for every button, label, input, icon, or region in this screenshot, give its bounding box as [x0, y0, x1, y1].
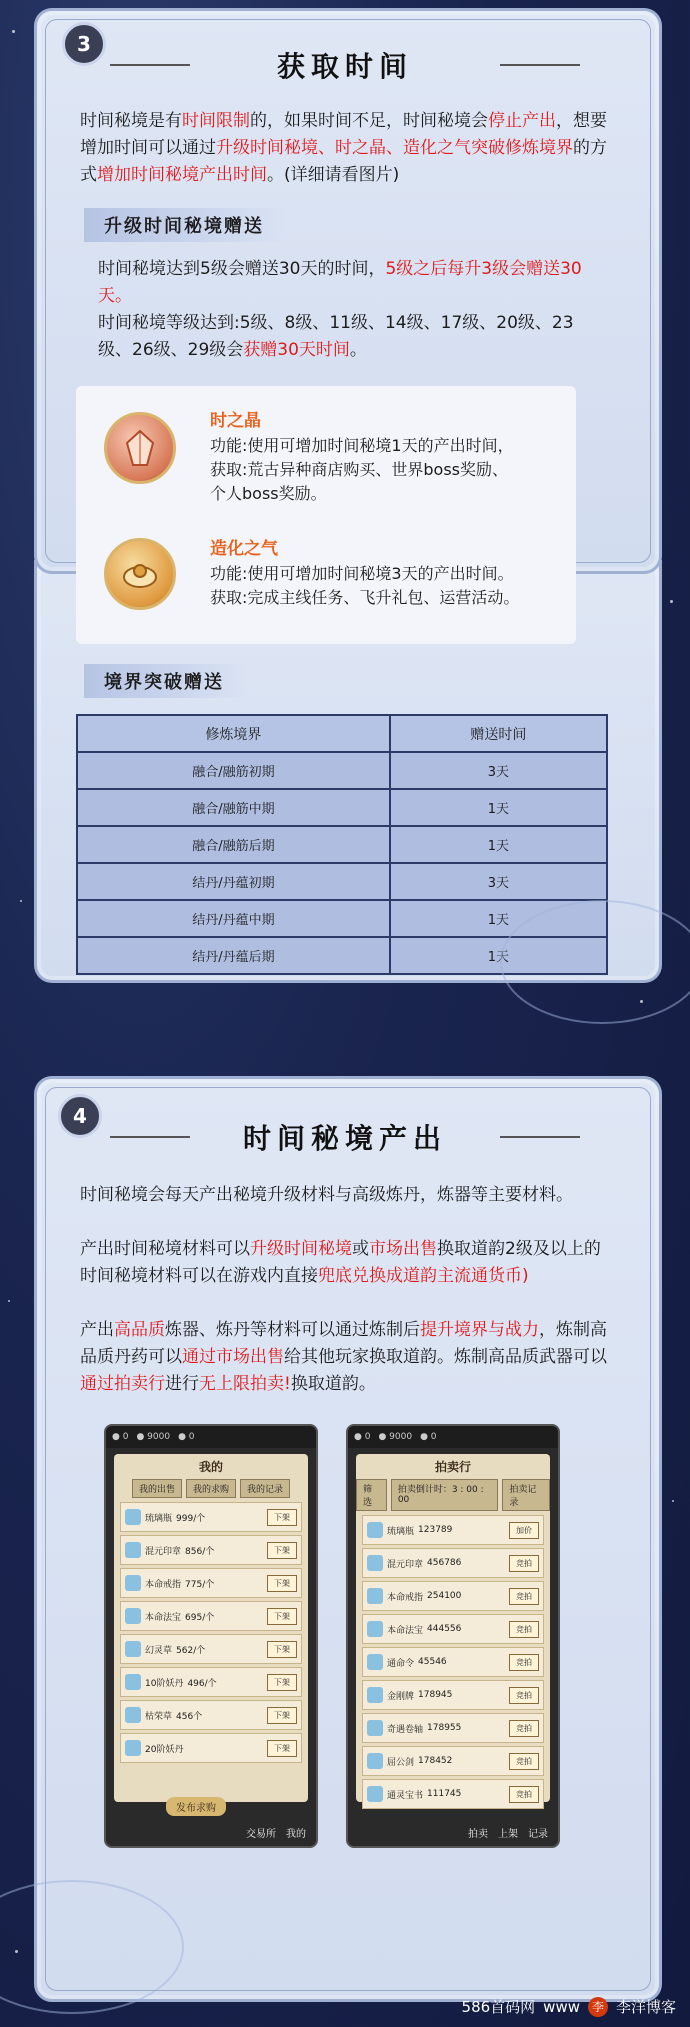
panel-title: 我的 — [198, 1460, 223, 1474]
item-price: 45546 — [418, 1657, 447, 1667]
item-icon — [125, 1509, 141, 1525]
my-panel — [114, 1454, 308, 1802]
filter-button[interactable]: 筛选 — [356, 1479, 387, 1511]
item-name-qi: 造化之气 — [210, 539, 278, 559]
text-segment: 的方式 — [80, 138, 607, 185]
item-desc-crystal-3: 个人boss奖励。 — [210, 484, 327, 503]
item-price: 123789 — [418, 1525, 453, 1535]
mine-tab[interactable]: 我的 — [286, 1829, 306, 1840]
row-action-button[interactable]: 竞拍 — [509, 1555, 539, 1572]
text-segment: 产出 — [80, 1320, 114, 1340]
tab-my-buy[interactable]: 我的求购 — [186, 1479, 236, 1498]
section-4-p2 — [80, 1236, 610, 1290]
highlight-text: 高品质 — [114, 1320, 165, 1340]
tab-my-record[interactable]: 我的记录 — [240, 1479, 290, 1498]
list-item — [362, 1515, 544, 1545]
section-4-title: 时间秘境产出 — [160, 1112, 530, 1162]
item-name: 幻灵草 — [145, 1645, 173, 1656]
row-action-button[interactable]: 竞拍 — [509, 1720, 539, 1737]
table-row — [77, 863, 607, 900]
item-name: 本命戒指 — [387, 1592, 424, 1603]
item-name: 混元印章 — [145, 1546, 182, 1557]
item-price: 178945 — [418, 1690, 453, 1700]
list-item — [120, 1535, 302, 1565]
section-4-p1 — [80, 1182, 610, 1209]
item-name: 琉璃瓶 — [145, 1513, 173, 1524]
auction-screenshot — [346, 1424, 560, 1848]
highlight-text: 兜底兑换成道韵主流通货币) — [318, 1266, 529, 1286]
item-name: 10阶妖丹 — [145, 1678, 184, 1689]
text-segment: 时间秘境达到5级会赠送30天的时间， — [98, 259, 386, 279]
row-action-button[interactable]: 竞拍 — [509, 1654, 539, 1671]
text-segment: ，炼制高品质丹药可以 — [80, 1320, 607, 1367]
item-icon — [125, 1740, 141, 1756]
text-segment: 或 — [352, 1239, 369, 1259]
text-segment: 进行 — [165, 1374, 199, 1394]
resource-bar: ● 0 ● 9000 ● 0 — [348, 1426, 558, 1448]
list-item — [362, 1548, 544, 1578]
table-cell: 融合/融筋中期 — [77, 789, 390, 826]
highlight-text: 时间限制 — [182, 111, 250, 131]
item-desc-crystal-2: 获取:荒古异种商店购买、世界boss奖励、 — [210, 460, 509, 479]
item-price: 254100 — [427, 1591, 462, 1601]
items-box — [76, 386, 576, 644]
row-action-button[interactable]: 竞拍 — [509, 1753, 539, 1770]
row-action-button[interactable]: 加价 — [509, 1522, 539, 1539]
highlight-text: 通过市场出售 — [182, 1347, 284, 1367]
highlight-text: 提升境界与战力 — [420, 1320, 539, 1340]
highlight-text: 获赠30天时间 — [243, 340, 350, 360]
item-price: 562/个 — [176, 1645, 206, 1656]
highlight-text: 升级时间秘境、时之晶、造化之气突破修炼境界 — [216, 138, 573, 158]
list-item — [120, 1601, 302, 1631]
text-segment: 时间秘境等级达到:5级、8级、11级、14级、17级、20级、23级、26级、29级会 — [98, 313, 574, 360]
item-price: 178955 — [427, 1723, 462, 1733]
highlight-text: 停止产出 — [488, 111, 556, 131]
auction-tab[interactable]: 拍卖 — [468, 1829, 488, 1840]
auction-record-button[interactable]: 拍卖记录 — [502, 1479, 550, 1511]
item-name: 屈公剑 — [387, 1757, 415, 1768]
item-icon — [367, 1720, 383, 1736]
highlight-text: 升级时间秘境 — [250, 1239, 352, 1259]
item-icon — [367, 1654, 383, 1670]
table-cell: 融合/融筋后期 — [77, 826, 390, 863]
text-segment: 给其他玩家换取道韵。炼制高品质武器可以 — [284, 1347, 607, 1367]
resource-bar: ● 0 ● 9000 ● 0 — [106, 1426, 316, 1448]
crystal-icon — [104, 412, 176, 484]
tab-my-sell[interactable]: 我的出售 — [132, 1479, 182, 1498]
table-row — [77, 752, 607, 789]
auction-countdown: 拍卖倒计时：3 : 00 : 00 — [391, 1479, 499, 1511]
list-item — [120, 1634, 302, 1664]
item-icon — [125, 1608, 141, 1624]
watermark — [462, 1996, 676, 2017]
left-bottom-bar — [106, 1803, 316, 1840]
row-action-button[interactable]: 下架 — [267, 1641, 297, 1658]
table-cell: 结丹/丹蕴初期 — [77, 863, 390, 900]
order-list — [114, 1502, 308, 1763]
row-action-button[interactable]: 下架 — [267, 1542, 297, 1559]
cloud-decoration — [500, 900, 690, 1024]
right-bottom-bar — [348, 1825, 558, 1840]
item-price: 444556 — [427, 1624, 462, 1634]
highlight-text: 5级之后每升3级会赠送30天。 — [98, 259, 582, 306]
table-cell: 结丹/丹蕴后期 — [77, 937, 390, 974]
highlight-text: 通过拍卖行 — [80, 1374, 165, 1394]
item-icon — [367, 1753, 383, 1769]
list-item — [362, 1746, 544, 1776]
item-desc-crystal-1: 功能:使用可增加时间秘境1天的产出时间， — [210, 436, 514, 455]
item-name-crystal: 时之晶 — [210, 411, 261, 431]
item-price: 856/个 — [185, 1546, 215, 1557]
table-cell: 结丹/丹蕴中期 — [77, 900, 390, 937]
watermark-site: 586首码网 — [461, 1998, 536, 2016]
item-icon — [367, 1522, 383, 1538]
list-item — [362, 1779, 544, 1809]
item-icon — [367, 1555, 383, 1571]
item-price: 178452 — [418, 1756, 453, 1766]
row-action-button[interactable]: 下架 — [267, 1509, 297, 1526]
list-item — [120, 1502, 302, 1532]
item-price: 456786 — [427, 1558, 462, 1568]
watermark-www: www — [543, 1997, 580, 2016]
text-segment: 换取道韵2级及以上的时间秘境材料可以在游戏内直接 — [80, 1239, 601, 1286]
qi-icon — [104, 538, 176, 610]
list-item — [120, 1700, 302, 1730]
item-name: 本命戒指 — [145, 1579, 182, 1590]
row-action-button[interactable]: 竞拍 — [509, 1588, 539, 1605]
table-header: 赠送时间 — [390, 715, 607, 752]
item-icon — [125, 1707, 141, 1723]
section-3-intro — [80, 108, 620, 189]
list-item — [120, 1667, 302, 1697]
text-segment: 炼器、炼丹等材料可以通过炼制后 — [165, 1320, 420, 1340]
table-cell: 1天 — [390, 789, 607, 826]
text-segment: 时间秘境是有 — [80, 111, 182, 131]
table-header: 修炼境界 — [77, 715, 390, 752]
table-cell: 1天 — [390, 937, 607, 974]
item-icon — [367, 1786, 383, 1802]
section-3-number: 3 — [62, 22, 106, 66]
table-row — [77, 789, 607, 826]
list-item — [362, 1581, 544, 1611]
table-cell: 1天 — [390, 826, 607, 863]
item-name: 混元印章 — [387, 1559, 424, 1570]
item-icon — [367, 1588, 383, 1604]
text-segment: 产出时间秘境材料可以 — [80, 1239, 250, 1259]
table-header-row — [77, 715, 607, 752]
auction-panel — [356, 1454, 550, 1802]
item-price: 999/个 — [176, 1513, 206, 1524]
table-cell: 融合/融筋初期 — [77, 752, 390, 789]
item-price: 496/个 — [187, 1678, 217, 1689]
item-name: 金刚牌 — [387, 1691, 415, 1702]
upgrade-subtitle: 升级时间秘境赠送 — [84, 208, 288, 242]
watermark-logo-icon: 李 — [588, 1997, 608, 2017]
watermark-blog: 李洋博客 — [615, 1998, 676, 2016]
section-3-title: 获取时间 — [160, 40, 530, 90]
item-desc-qi-2: 获取:完成主线任务、飞升礼包、运营活动。 — [210, 588, 520, 607]
panel-title: 拍卖行 — [434, 1460, 471, 1474]
list-tab[interactable]: 上架 — [498, 1829, 518, 1840]
list-item — [362, 1713, 544, 1743]
row-action-button[interactable]: 下架 — [267, 1674, 297, 1691]
text-segment: 。(详细请看图片) — [267, 165, 400, 185]
exchange-tab[interactable]: 交易所 — [246, 1829, 276, 1840]
text-segment: ，想要增加时间可以通过 — [80, 111, 607, 158]
item-price: 111745 — [427, 1789, 462, 1799]
table-cell: 1天 — [390, 900, 607, 937]
item-icon — [125, 1575, 141, 1591]
row-action-button[interactable]: 下架 — [267, 1608, 297, 1625]
item-name: 20阶妖丹 — [145, 1744, 184, 1755]
section-4-number: 4 — [58, 1094, 102, 1138]
level-text — [98, 310, 604, 364]
item-price: 456个 — [176, 1711, 203, 1722]
realm-subtitle: 境界突破赠送 — [84, 664, 248, 698]
highlight-text: 增加时间秘境产出时间 — [97, 165, 267, 185]
auction-list — [356, 1515, 550, 1809]
row-action-button[interactable]: 竞拍 — [509, 1621, 539, 1638]
table-row — [77, 826, 607, 863]
item-name: 本命法宝 — [145, 1612, 182, 1623]
list-item — [120, 1568, 302, 1598]
my-orders-screenshot — [104, 1424, 318, 1848]
item-price: 695/个 — [185, 1612, 215, 1623]
item-icon — [125, 1674, 141, 1690]
item-name: 琉璃瓶 — [387, 1526, 415, 1537]
panel-tabs — [114, 1479, 308, 1498]
item-name: 通灵宝书 — [387, 1790, 424, 1801]
row-action-button[interactable]: 下架 — [267, 1740, 297, 1757]
publish-button[interactable]: 发布求购 — [166, 1797, 226, 1816]
text-segment: 时间秘境会每天产出秘境升级材料与高级炼丹，炼器等主要材料。 — [80, 1185, 573, 1205]
row-action-button[interactable]: 下架 — [267, 1575, 297, 1592]
list-item — [362, 1680, 544, 1710]
row-action-button[interactable]: 竞拍 — [509, 1687, 539, 1704]
item-name: 通命令 — [387, 1658, 415, 1669]
section-4-p3 — [80, 1317, 610, 1398]
item-icon — [125, 1542, 141, 1558]
item-price: 775/个 — [185, 1579, 215, 1590]
list-item — [362, 1614, 544, 1644]
list-item — [120, 1733, 302, 1763]
item-name: 本命法宝 — [387, 1625, 424, 1636]
upgrade-text — [98, 256, 604, 310]
text-segment: 。 — [349, 340, 367, 360]
item-name: 奇遇卷轴 — [387, 1724, 424, 1735]
item-name: 枯荣草 — [145, 1711, 173, 1722]
item-icon — [367, 1621, 383, 1637]
table-cell: 3天 — [390, 752, 607, 789]
record-tab[interactable]: 记录 — [528, 1829, 548, 1840]
list-item — [362, 1647, 544, 1677]
panel-tabs — [356, 1479, 550, 1511]
row-action-button[interactable]: 竞拍 — [509, 1786, 539, 1803]
item-desc-qi-1: 功能:使用可增加时间秘境3天的产出时间。 — [210, 564, 514, 583]
item-icon — [125, 1641, 141, 1657]
item-icon — [367, 1687, 383, 1703]
highlight-text: 无上限拍卖! — [199, 1374, 291, 1394]
text-segment: 换取道韵。 — [290, 1374, 376, 1394]
row-action-button[interactable]: 下架 — [267, 1707, 297, 1724]
text-segment: 的，如果时间不足，时间秘境会 — [250, 111, 488, 131]
table-cell: 3天 — [390, 863, 607, 900]
highlight-text: 市场出售 — [369, 1239, 437, 1259]
